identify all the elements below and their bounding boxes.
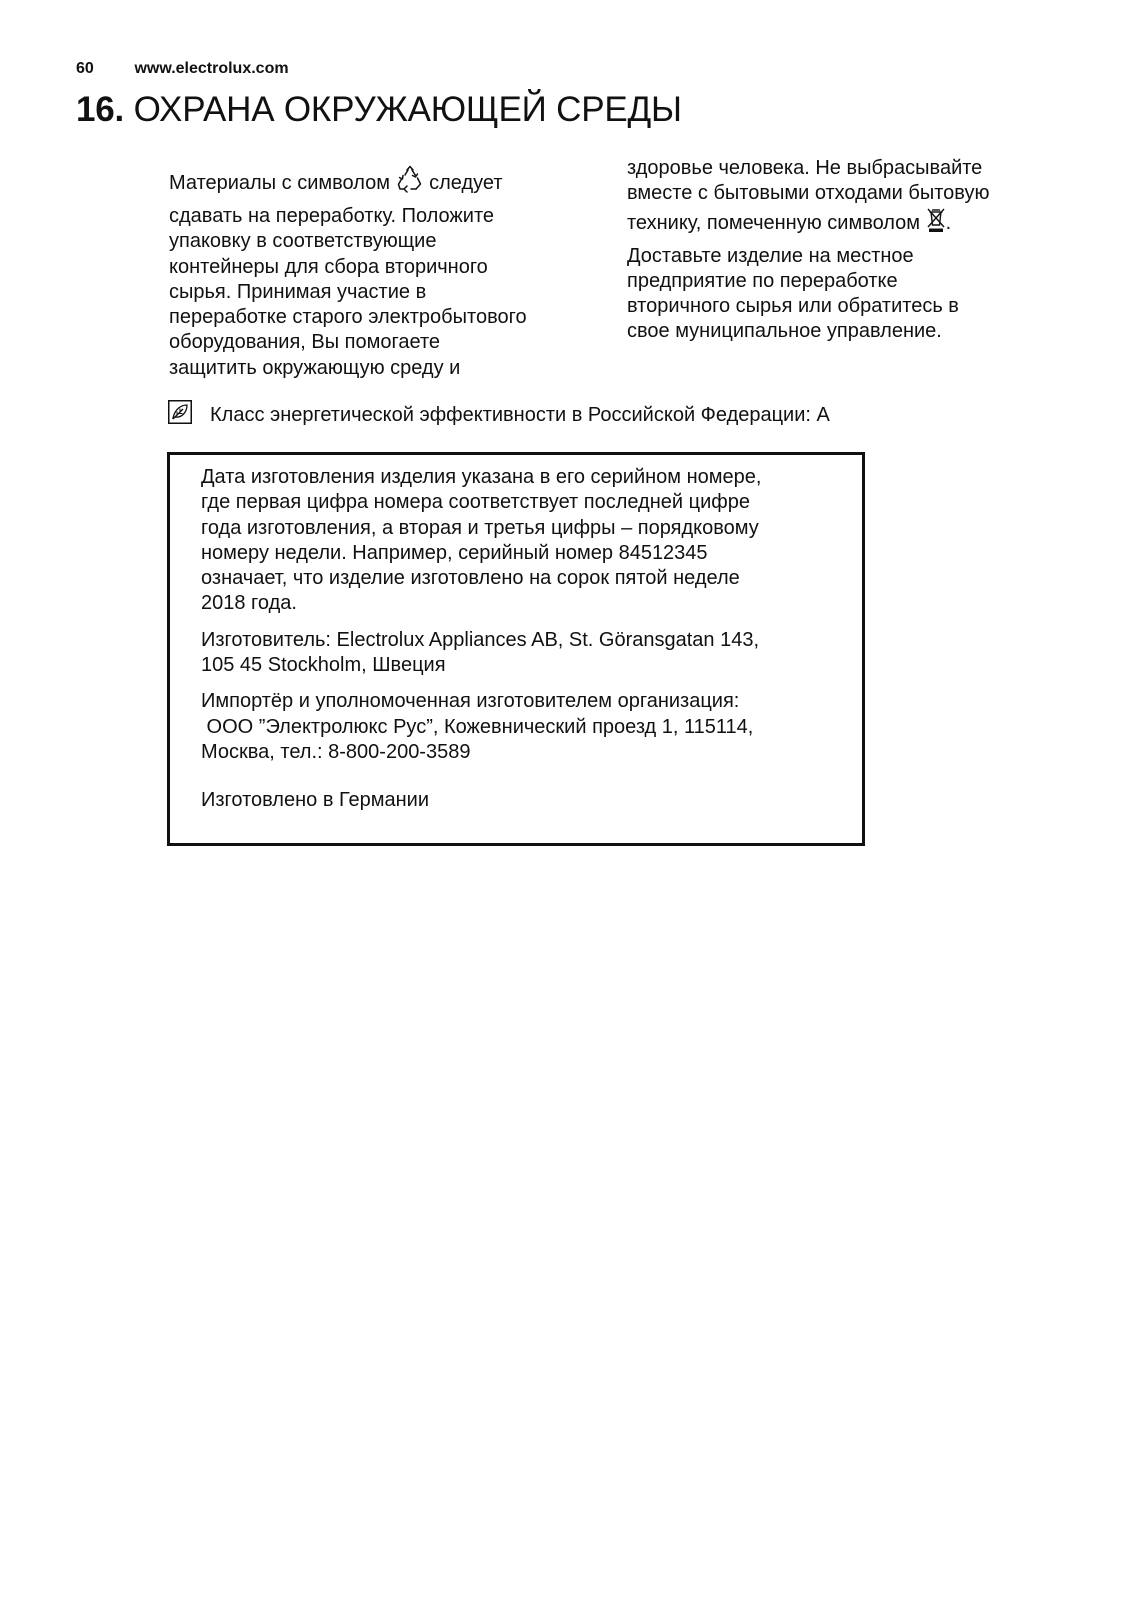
section-heading: ОХРАНА ОКРУЖАЮЩЕЙ СРЕДЫ xyxy=(133,90,682,129)
text-line: сырья. Принимая участие в xyxy=(169,280,427,303)
text-line: Москва, тел.: 8-800-200-3589 xyxy=(201,740,471,763)
text-line: предприятие по переработке xyxy=(627,269,898,292)
production-date-paragraph xyxy=(201,465,761,617)
manufacturer-info-box xyxy=(167,452,865,846)
text-line: вторичного сырья или обратитесь в xyxy=(627,295,959,318)
text-fragment: . xyxy=(945,211,952,234)
website-link[interactable]: www.electrolux.com xyxy=(134,60,289,77)
page-number: 60 xyxy=(76,60,94,77)
section-title xyxy=(76,90,682,130)
text-line: переработке старого электробытового xyxy=(169,306,527,329)
text-fragment: Материалы с символом xyxy=(169,172,390,194)
text-line: Импортёр и уполномоченная изготовителем организация: xyxy=(201,690,740,713)
made-in-paragraph: Изготовлено в Германии xyxy=(201,789,430,812)
text-line: свое муниципальное управление. xyxy=(627,320,942,343)
text-line: 105 45 Stockholm, Швеция xyxy=(201,654,446,677)
text-line xyxy=(627,207,989,244)
right-text-column xyxy=(627,156,989,345)
text-line: Изготовитель: Electrolux Appliances AB, St. Göransgatan 143, xyxy=(201,628,760,651)
text-line: защитить окружающую среду и xyxy=(169,356,461,379)
left-text-column xyxy=(169,165,527,381)
crossed-bin-icon xyxy=(926,207,946,244)
text-fragment: технику, помеченную символом xyxy=(627,211,921,234)
text-line: Дата изготовления изделия указана в его серийном номере, xyxy=(201,466,762,488)
importer-paragraph xyxy=(201,689,761,765)
text-line: года изготовления, а вторая и третья цифры – порядковому xyxy=(201,516,759,539)
page-header xyxy=(76,60,289,78)
text-line: Доставьте изделие на местное xyxy=(627,244,914,267)
manufacturer-paragraph xyxy=(201,628,761,679)
energy-class-text: Класс энергетической эффективности в Российской Федерации: A xyxy=(210,404,830,426)
text-line: упаковку в соответствующие xyxy=(169,230,437,253)
text-line: сдавать на переработку. Положите xyxy=(169,205,495,227)
info-box-content xyxy=(201,465,761,825)
text-line: вместе с бытовыми отходами бытовую xyxy=(627,182,990,205)
text-fragment: следует xyxy=(429,172,503,194)
recycle-icon xyxy=(396,165,424,204)
text-line: контейнеры для сбора вторичного xyxy=(169,255,488,278)
text-line: где первая цифра номера соответствует последней цифре xyxy=(201,491,750,514)
text-line: здоровье человека. Не выбрасывайте xyxy=(627,157,983,179)
text-line: 2018 года. xyxy=(201,592,297,615)
text-line: ООО ”Электролюкс Рус”, Кожевнический проезд 1, 115114, xyxy=(201,715,754,738)
text-line: оборудования, Вы помогаете xyxy=(169,331,441,354)
text-line: означает, что изделие изготовлено на сорок пятой неделе xyxy=(201,567,740,590)
leaf-icon xyxy=(168,400,192,424)
text-line: номеру недели. Например, серийный номер 84512345 xyxy=(201,541,708,564)
text-line xyxy=(169,165,527,204)
section-number: 16. xyxy=(76,90,125,129)
